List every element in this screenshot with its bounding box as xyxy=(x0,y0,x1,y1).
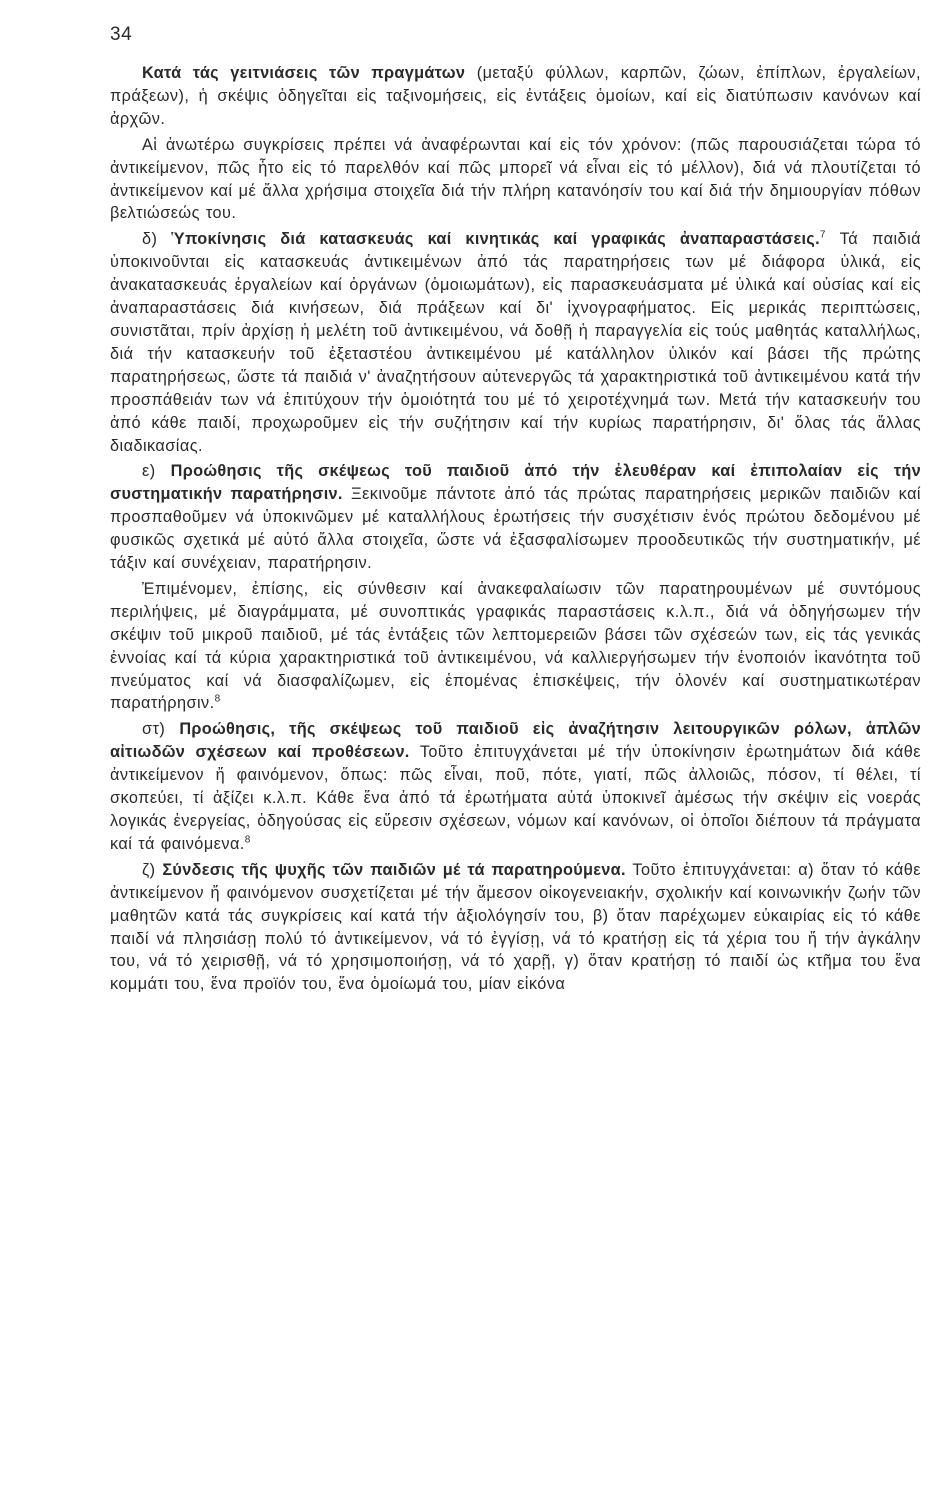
paragraph xyxy=(110,460,921,575)
paragraph-text: Τοῦτο ἐπιτυγχάνεται μέ τήν ὑποκίνησιν ἐρωτημάτων διά κάθε ἀντικείμενον ἤ φαινόμενον, ὅπως: πῶς εἶναι, ποῦ, πότε, γιατί, πῶς ἀλλοιῶς, πόσον, τί θέλει, τί σκοπεύει, τί ἀξίζει κ.λ.π. Κάθε ἕνα ἀπό τά ἐρωτήματα αὐτά ὑποκινεῖ ἀμέσως τήν σκέψιν εἰς νοεράς λογικάς ἐνεργείας, ὁδηγούσας εἰς εὕρεσιν σχέσεων, νόμων καί κανόνων, οἱ ὁποῖοι διέπουν τά πράγματα καί τά φαινόμενα. xyxy=(110,743,921,853)
footnote-ref[interactable]: 8 xyxy=(214,694,221,706)
paragraph-text: Τά παιδιά ὑποκινοῦνται εἰς κατασκευάς ἀντικειμένων ἀπό τάς παρατηρήσεις των μέ διάφορα ὑλικά, εἰς ἀνακατασκευάς ἐργαλείων καί ὀργάνων (ὁμοιωμάτων), εἰς παρασκευάσματα μέ ὑλικά καί οὐσίας καί εἰς ἀναπαραστάσεις διά κινήσεων, διά πράξεων καί δι' ἰχνογραφήματος. Εἰς μερικάς περιπτώσεις, συνιστᾶται, πρίν ἀρχίσῃ ἡ μελέτη τοῦ ἀντικειμένου, νά δοθῇ ἡ παραγγελία εἰς τούς μαθητάς καταλλήλως, διά τήν κατασκευήν τοῦ ἐξεταστέου ἀντικειμένου μέ κατάλληλον ὑλικόν καί βάσει τῆς πρώτης παρατηρήσεως, ὥστε τά παιδιά ν' ἀναζητήσουν αὐτενεργῶς τά χαρακτηριστικά τοῦ ἀντικειμένου κατά τήν προσπάθειάν των νά ἐπιτύχουν τήν ὁμοιότητά του μέ τό χειροτέχνημά των. Μετά τήν κατασκευήν του ἀπό κάθε παιδί, προχωροῦμεν εἰς τήν συζήτησιν καί τήν κυρίως παρατήρησιν, δι' ὅλας τάς ἄλλας διαδικασίας. xyxy=(110,230,921,455)
section-marker: ε) xyxy=(142,462,171,481)
footnote-ref[interactable]: 8 xyxy=(244,834,251,846)
paragraph xyxy=(110,228,921,457)
paragraph-text: Αἱ ἀνωτέρω συγκρίσεις πρέπει νά ἀναφέρωνται καί εἰς τόν χρόνον: (πῶς παρουσιάζεται τώρα τό ἀντικείμενον, πῶς ἦτο εἰς τό παρελθόν καί πῶς μπορεῖ νά εἶναι εἰς τό μέλλον), διά νά πλουτίζεται τό ἀντικείμενον καί μέ ἄλλα χρήσιμα στοιχεῖα διά τήν πλήρη κατανόησίν του καί διά τήν δημιουργίαν πόθων βελτιώσεώς του. xyxy=(110,135,921,223)
page-number: 34 xyxy=(110,24,133,45)
paragraph xyxy=(110,62,921,131)
footnote-ref[interactable]: 7 xyxy=(819,229,826,241)
paragraph-text: (μεταξύ φύλλων, καρπῶν, ζώων, ἐπίπλων, ἐργαλείων, πράξεων), ἡ σκέψις ὁδηγεῖται εἰς ταξινομήσεις, εἰς ἐντάξεις ὁμοίων, καί εἰς διατύπωσιν κανόνων καί ἀρχῶν. xyxy=(110,64,921,128)
paragraph-text: Ξεκινοῦμε πάντοτε ἀπό τάς πρώτας παρατηρήσεις μερικῶν παιδιῶν καί προσπαθοῦμεν νά ὑποκινῶμεν μέ καταλλήλους ἐρωτήσεις τήν συσχέτισιν ἑνός πρώτου δεδομένου μέ φυσικῶς σχετικά μέ αὐτό ἄλλα στοιχεῖα, ὥστε νά ἐξασφαλίσωμεν προοδευτικῶς τήν συστηματικήν, μέ τάξιν καί συνέχειαν, παρατήρησιν. xyxy=(110,485,921,573)
section-marker: δ) xyxy=(142,230,172,249)
section-marker: στ) xyxy=(142,720,180,739)
paragraph xyxy=(110,718,921,855)
paragraph-text: Τοῦτο ἐπιτυγχάνεται: α) ὅταν τό κάθε ἀντικείμενον ἤ φαινόμενον συσχετίζεται μέ τήν ἄμεσον οἰκογενειακήν, σχολικήν καί κοινωνικήν ζωήν τῶν μαθητῶν κατά τάς συγκρίσεις καί κατά τήν ἀξιολόγησίν του, β) ὅταν παρέχωμεν εὐκαιρίας εἰς τό κάθε παιδί νά πλησιάσῃ πολύ τό ἀντικείμενον, νά τό ἐγγίσῃ, νά τό κρατήσῃ εἰς τά χέρια του ἤ τήν ἀγκάλην του, νά τό χειρισθῇ, νά τό χρησιμοποιήσῃ, νά τό χαρῇ, γ) ὅταν κρατήσῃ τό παιδί ὡς κτῆμα του ἕνα κομμάτι του, ἕνα προϊόν του, ἕνα ὁμοίωμά του, μίαν εἰκόνα xyxy=(110,860,921,994)
paragraph xyxy=(110,859,921,996)
paragraph-text: Ἐπιμένομεν, ἐπίσης, εἰς σύνθεσιν καί ἀνακεφαλαίωσιν τῶν παρατηρουμένων μέ συντόμους περιλήψεις, μέ διαγράμματα, μέ συνοπτικάς γραφικάς παραστάσεις κ.λ.π., διά νά ὁδηγήσωμεν τήν σκέψιν τοῦ μικροῦ παιδιοῦ, μέ τάς ἐντάξεις τῶν λεπτομερειῶν βάσει τῶν σχέσεών των, εἰς τάς γενικάς ἐννοίας καί τά κύρια χαρακτηριστικά τοῦ ἀντικειμένου, νά καλλιεργήσωμεν τήν ἑνοποιόν ἱκανότητα τοῦ πνεύματος καί νά διασφαλίζωμεν, εἰς ἑπομένας ἐπισκέψεις, τήν ὁλονέν καί συστηματικωτέραν παρατήρησιν. xyxy=(110,579,921,713)
paragraph-lead: Σύνδεσις τῆς ψυχῆς τῶν παιδιῶν μέ τά παρατηρούμενα. xyxy=(162,860,626,879)
paragraph xyxy=(110,578,921,715)
paragraph-lead: Ὑποκίνησις διά κατασκευάς καί κινητικάς καί γραφικάς ἀναπαραστάσεις. xyxy=(171,230,820,249)
paragraph xyxy=(110,134,921,226)
paragraph-lead: Προώθησις, τῆς σκέψεως τοῦ παιδιοῦ εἰς ἀναζήτησιν λειτουργικῶν ρόλων, ἁπλῶν αἰτιωδῶν σχέσεων καί προθέσεων. xyxy=(110,720,921,762)
section-marker: ζ) xyxy=(142,860,163,879)
paragraph-lead: Κατά τάς γειτνιάσεις τῶν πραγμάτων xyxy=(142,64,466,82)
paragraph-lead: Προώθησις τῆς σκέψεως τοῦ παιδιοῦ ἀπό τήν ἐλευθέραν καί ἐπιπολαίαν εἰς τήν συστηματικήν παρατήρησιν. xyxy=(110,462,921,504)
